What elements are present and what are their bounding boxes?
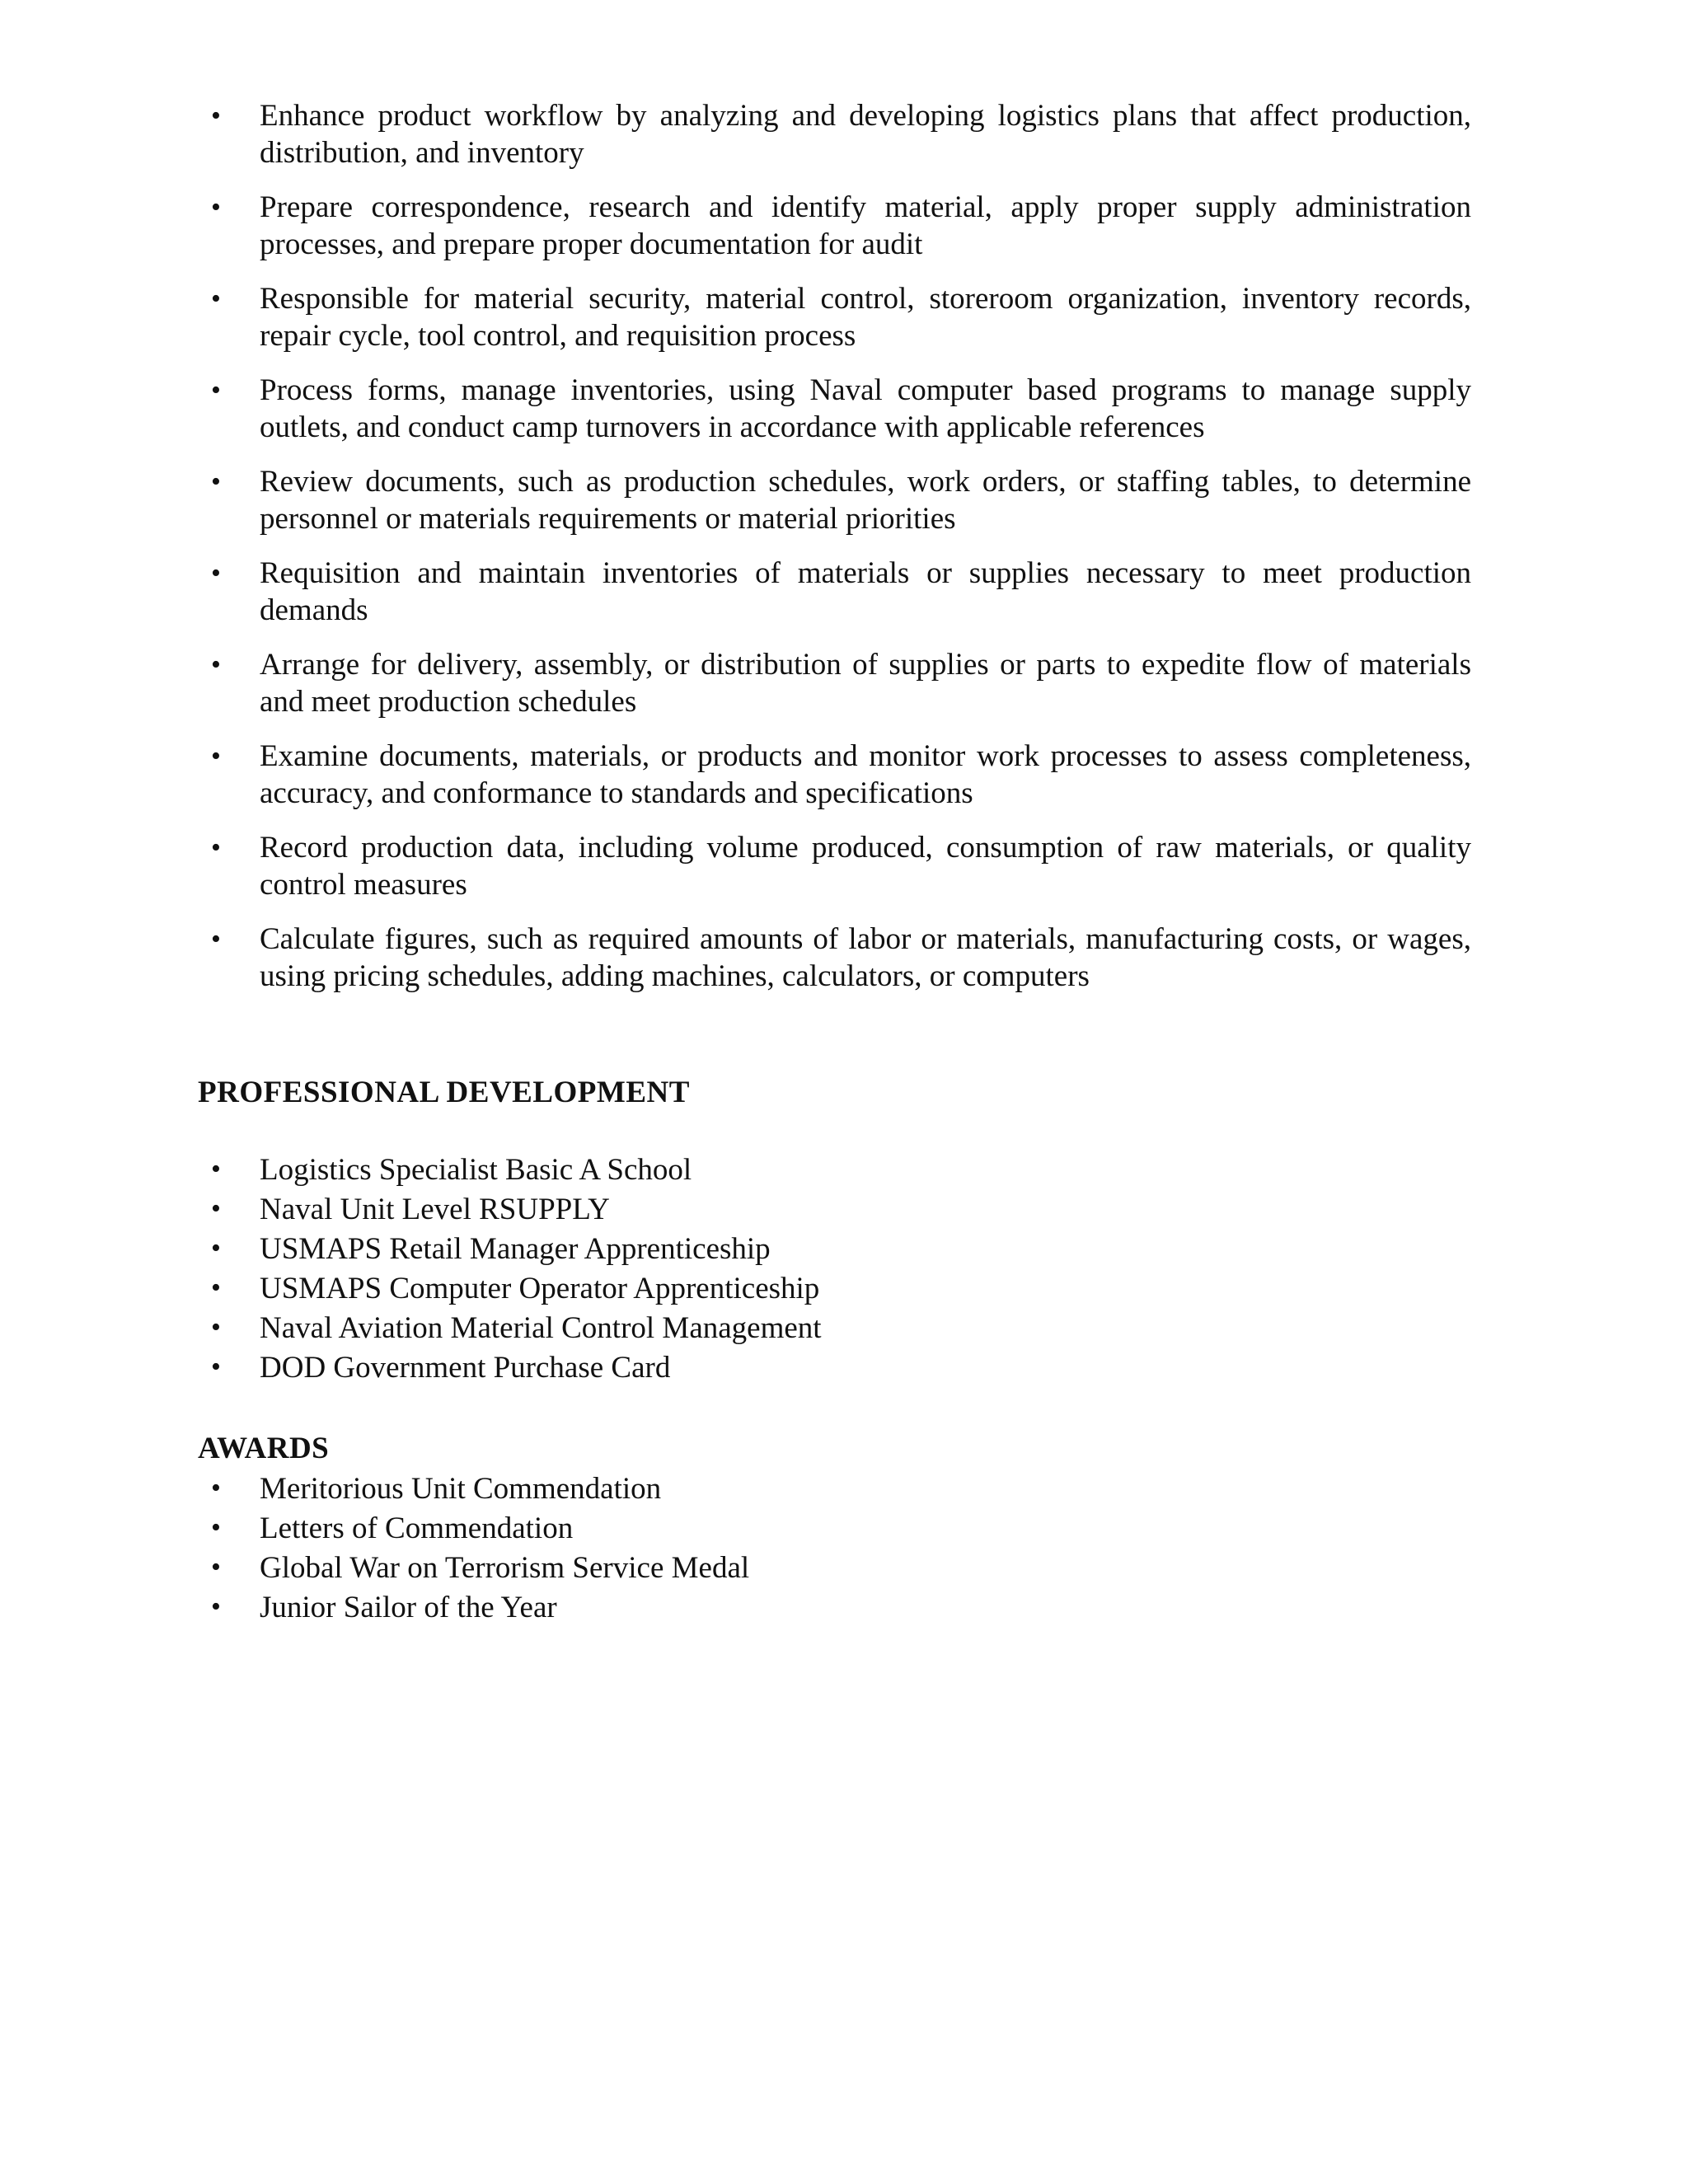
- bullet-icon: •: [211, 101, 221, 131]
- duty-item: [198, 646, 1471, 720]
- duty-text: Enhance product workflow by analyzing and developing logistics plans that affect production, distribution, and inventory: [260, 99, 1471, 170]
- list-item-text: DOD Government Purchase Card: [260, 1351, 671, 1385]
- list-item-text: Global War on Terrorism Service Medal: [260, 1551, 750, 1585]
- list-item-text: Logistics Specialist Basic A School: [260, 1153, 692, 1187]
- duty-item: [198, 372, 1471, 446]
- duty-item: [198, 280, 1471, 354]
- duty-text: Calculate figures, such as required amounts of labor or materials, manufacturing costs, or wages, using pricing schedules, adding machines, calculators, or computers: [260, 922, 1471, 993]
- duty-text: Arrange for delivery, assembly, or distribution of supplies or parts to expedite flow of materials and meet production schedules: [260, 648, 1471, 719]
- bullet-icon: •: [211, 1233, 221, 1263]
- duty-text: Record production data, including volume produced, consumption of raw materials, or quality control measures: [260, 831, 1471, 902]
- list-item: [198, 1549, 1187, 1588]
- bullet-icon: •: [211, 192, 221, 223]
- bullet-icon: •: [211, 1473, 221, 1503]
- professional-development-heading: PROFESSIONAL DEVELOPMENT: [198, 1076, 690, 1109]
- list-item: [198, 1269, 1187, 1309]
- duty-text: Requisition and maintain inventories of materials or supplies necessary to meet production demands: [260, 556, 1471, 627]
- bullet-icon: •: [211, 924, 221, 954]
- duty-text: Process forms, manage inventories, using Naval computer based programs to manage supply outlets, and conduct camp turnovers in accordance with applicable references: [260, 373, 1471, 444]
- list-item-text: Meritorious Unit Commendation: [260, 1472, 662, 1506]
- duty-text: Examine documents, materials, or products and monitor work processes to assess completeness, accuracy, and conformance to standards and specifications: [260, 739, 1471, 810]
- professional-development-list: [198, 1151, 1187, 1388]
- bullet-icon: •: [211, 558, 221, 588]
- list-item: [198, 1151, 1187, 1190]
- duty-item: [198, 829, 1471, 903]
- awards-heading: AWARDS: [198, 1432, 330, 1465]
- duty-item: [198, 97, 1471, 171]
- list-item: [198, 1190, 1187, 1230]
- bullet-icon: •: [211, 1352, 221, 1382]
- duty-item: [198, 555, 1471, 629]
- duties-list: [198, 97, 1471, 1012]
- awards-list: [198, 1469, 1187, 1628]
- bullet-icon: •: [211, 466, 221, 497]
- bullet-icon: •: [211, 1552, 221, 1582]
- duty-item: [198, 463, 1471, 537]
- list-item: [198, 1348, 1187, 1388]
- list-item: [198, 1309, 1187, 1348]
- duty-item: [198, 921, 1471, 995]
- bullet-icon: •: [211, 649, 221, 680]
- duty-text: Responsible for material security, material control, storeroom organization, inventory records, repair cycle, tool control, and requisition process: [260, 282, 1471, 353]
- bullet-icon: •: [211, 741, 221, 771]
- list-item-text: Junior Sailor of the Year: [260, 1591, 557, 1624]
- list-item: [198, 1230, 1187, 1269]
- list-item-text: USMAPS Retail Manager Apprenticeship: [260, 1232, 771, 1266]
- list-item-text: USMAPS Computer Operator Apprenticeship: [260, 1272, 820, 1305]
- list-item-text: Naval Unit Level RSUPPLY: [260, 1193, 610, 1226]
- bullet-icon: •: [211, 1193, 221, 1224]
- bullet-icon: •: [211, 1591, 221, 1622]
- bullet-icon: •: [211, 832, 221, 863]
- list-item-text: Letters of Commendation: [260, 1511, 574, 1545]
- bullet-icon: •: [211, 1272, 221, 1303]
- list-item-text: Naval Aviation Material Control Management: [260, 1311, 822, 1345]
- duty-item: [198, 189, 1471, 263]
- bullet-icon: •: [211, 375, 221, 405]
- bullet-icon: •: [211, 284, 221, 314]
- duty-text: Prepare correspondence, research and identify material, apply proper supply administration processes, and prepare proper documentation for audit: [260, 190, 1471, 261]
- bullet-icon: •: [211, 1154, 221, 1184]
- list-item: [198, 1509, 1187, 1549]
- bullet-icon: •: [211, 1512, 221, 1543]
- duty-item: [198, 738, 1471, 812]
- duty-text: Review documents, such as production schedules, work orders, or staffing tables, to determine personnel or materials requirements or material priorities: [260, 465, 1471, 536]
- bullet-icon: •: [211, 1312, 221, 1343]
- list-item: [198, 1469, 1187, 1509]
- list-item: [198, 1588, 1187, 1628]
